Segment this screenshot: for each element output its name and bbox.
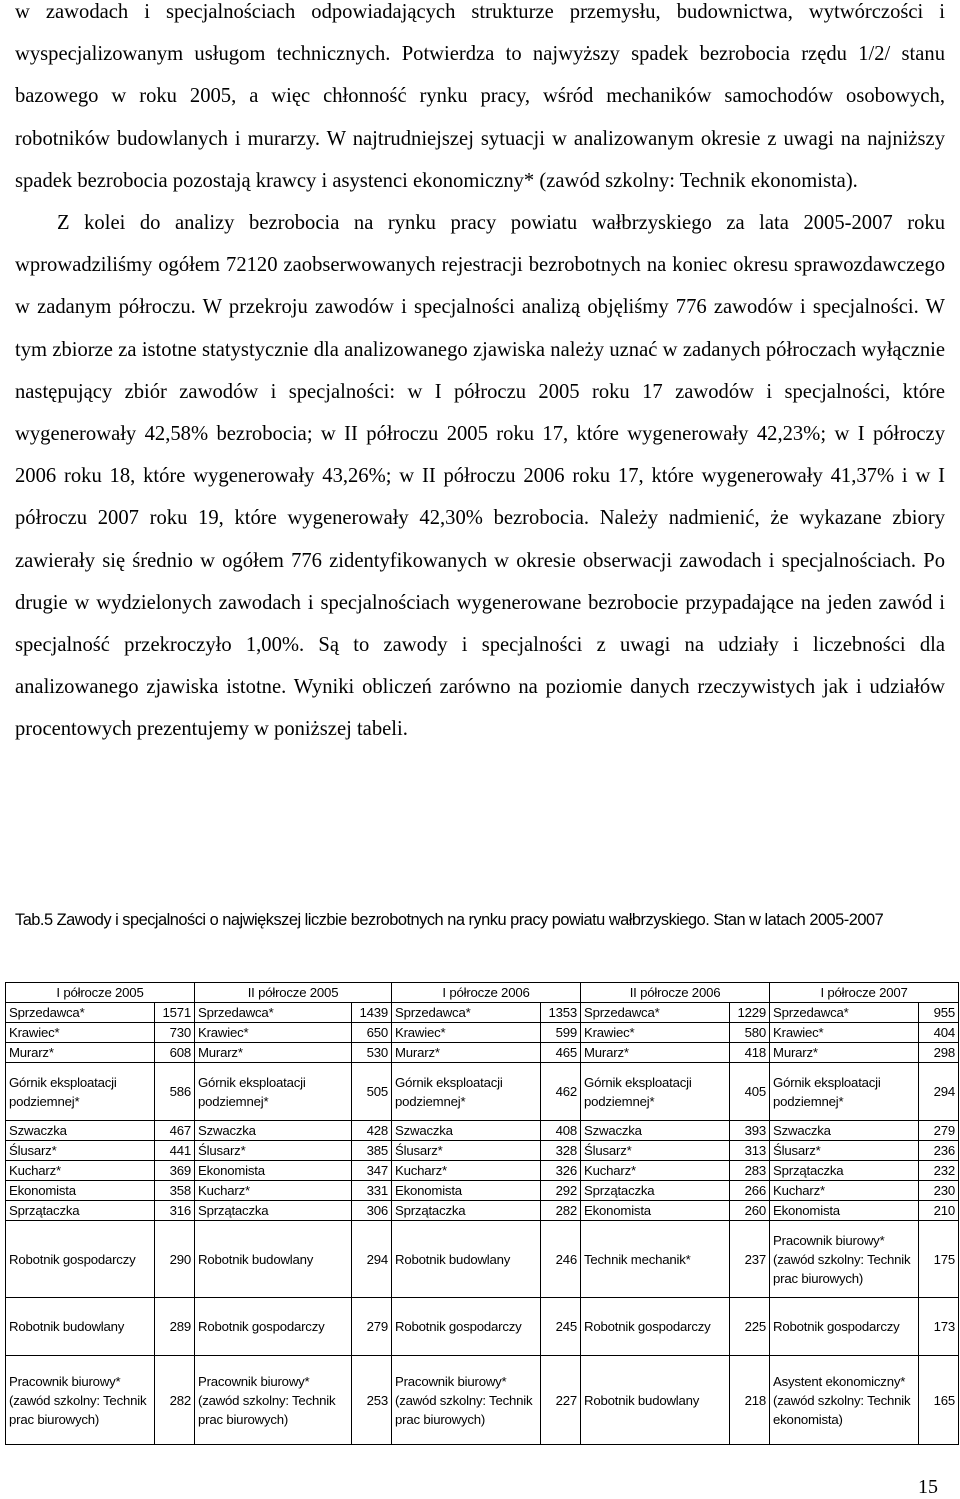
occupation-cell: Robotnik gospodarczy [770,1298,919,1356]
occupation-cell: Ekonomista [392,1181,541,1201]
page-number: 15 [918,1476,938,1498]
header-row [6,983,959,1003]
occupation-cell: Robotnik gospodarczy [581,1298,730,1356]
count-cell: 173 [919,1298,959,1356]
occupation-cell: Ślusarz* [195,1141,352,1161]
table-row [6,1161,959,1181]
count-cell: 165 [919,1356,959,1445]
occupation-cell: Ekonomista [770,1201,919,1221]
table-row [6,1063,959,1121]
occupation-cell: Sprzedawca* [195,1003,352,1023]
count-cell: 313 [730,1141,770,1161]
occupation-cell: Robotnik budowlany [6,1298,155,1356]
occupation-cell: Górnik eksploatacji podziemnej* [770,1063,919,1121]
count-cell: 369 [155,1161,195,1181]
count-cell: 246 [541,1221,581,1298]
occupation-cell: Krawiec* [195,1023,352,1043]
paragraph: Z kolei do analizy bezrobocia na rynku pracy powiatu wałbrzyskiego za lata 2005-2007 roku wprowadziliśmy ogółem 72120 zaobserwowanych rejestracji bezrobotnych na koniec okresu sprawozdawczego w zadanym półroczu. W przekroju zawodów i specjalności analizą objęliśmy 776 zawodów i specjalności. W tym zbiorze za istotne statystycznie dla analizowanego zjawiska należy uznać w zadanych półroczach wyłącznie następujący zbiór zawodów i specjalności: w I półroczu 2005 roku 17 zawodów i specjalności, które wygenerowały 42,58% bezrobocia; w II półroczu 2005 roku 17, które wygenerowały 42,23%; w I półroczy 2006 roku 18, które wygenerowały 43,26%; w II półroczu 2006 roku 17, które wygenerowały 41,37% i w I półroczu 2007 roku 19, które wygenerowały 42,30% bezrobocia. Należy nadmienić, że wykazane zbiory zawierały się średnio w ogółem 776 zidentyfikowanych w okresie obserwacji zawodach i specjalnościach. Po drugie w wydzielonych zawodach i specjalnościach wygenerowane bezrobocie przypadające na jeden zawód i specjalność przekroczyło 1,00%. Są to zawody i specjalności z uwagi na udziały i liczebności dla analizowanego zjawiska istotne. Wyniki obliczeń zarówno na poziomie danych rzeczywistych jak i udziałów procentowych prezentujemy w poniższej tabeli. [15,212,945,741]
table-row [6,1043,959,1063]
table-row [6,1221,959,1298]
table-row [6,1298,959,1356]
occupation-cell: Robotnik budowlany [392,1221,541,1298]
count-cell: 230 [919,1181,959,1201]
count-cell: 245 [541,1298,581,1356]
count-cell: 260 [730,1201,770,1221]
occupation-cell: Robotnik gospodarczy [392,1298,541,1356]
occupation-cell: Sprzątaczka [770,1161,919,1181]
occupation-cell: Sprzątaczka [392,1201,541,1221]
table-row [6,1201,959,1221]
occupation-cell: Górnik eksploatacji podziemnej* [581,1063,730,1121]
count-cell: 599 [541,1023,581,1043]
count-cell: 282 [541,1201,581,1221]
count-cell: 408 [541,1121,581,1141]
occupation-cell: Ekonomista [6,1181,155,1201]
count-cell: 316 [155,1201,195,1221]
table-row [6,1003,959,1023]
occupation-cell: Robotnik budowlany [581,1356,730,1445]
occupation-cell: Kucharz* [581,1161,730,1181]
count-cell: 1439 [352,1003,392,1023]
table-row [6,1121,959,1141]
occupation-cell: Sprzedawca* [770,1003,919,1023]
count-cell: 650 [352,1023,392,1043]
count-cell: 955 [919,1003,959,1023]
table-row [6,1141,959,1161]
occupation-cell: Ślusarz* [392,1141,541,1161]
column-header: II półrocze 2006 [581,983,770,1003]
occupation-cell: Murarz* [6,1043,155,1063]
count-cell: 290 [155,1221,195,1298]
occupation-cell: Sprzedawca* [581,1003,730,1023]
occupation-cell: Sprzątaczka [195,1201,352,1221]
table-caption: Tab.5 Zawody i specjalności o największej liczbie bezrobotnych na rynku pracy powiatu wałbrzyskiego. Stan w latach 2005-2007 [15,911,884,929]
table-row [6,1181,959,1201]
count-cell: 236 [919,1141,959,1161]
count-cell: 393 [730,1121,770,1141]
count-cell: 237 [730,1221,770,1298]
count-cell: 385 [352,1141,392,1161]
count-cell: 294 [352,1221,392,1298]
count-cell: 1571 [155,1003,195,1023]
column-header: I półrocze 2007 [770,983,959,1003]
count-cell: 465 [541,1043,581,1063]
occupation-cell: Murarz* [195,1043,352,1063]
occupation-cell: Ekonomista [195,1161,352,1181]
occupation-cell: Pracownik biurowy* (zawód szkolny: Technik prac biurowych) [392,1356,541,1445]
count-cell: 294 [919,1063,959,1121]
occupation-cell: Robotnik gospodarczy [195,1298,352,1356]
occupation-cell: Kucharz* [392,1161,541,1181]
occupation-cell: Ślusarz* [770,1141,919,1161]
count-cell: 730 [155,1023,195,1043]
occupations-table [5,982,959,1445]
occupation-cell: Krawiec* [392,1023,541,1043]
occupation-cell: Asystent ekonomiczny* (zawód szkolny: Technik ekonomista) [770,1356,919,1445]
occupation-cell: Sprzątaczka [581,1181,730,1201]
count-cell: 580 [730,1023,770,1043]
count-cell: 586 [155,1063,195,1121]
occupation-cell: Technik mechanik* [581,1221,730,1298]
count-cell: 505 [352,1063,392,1121]
count-cell: 462 [541,1063,581,1121]
occupation-cell: Szwaczka [6,1121,155,1141]
occupation-cell: Szwaczka [770,1121,919,1141]
count-cell: 347 [352,1161,392,1181]
occupation-cell: Murarz* [770,1043,919,1063]
occupation-cell: Kucharz* [195,1181,352,1201]
occupation-cell: Górnik eksploatacji podziemnej* [195,1063,352,1121]
count-cell: 530 [352,1043,392,1063]
occupation-cell: Pracownik biurowy* (zawód szkolny: Technik prac biurowych) [6,1356,155,1445]
occupation-cell: Murarz* [581,1043,730,1063]
count-cell: 227 [541,1356,581,1445]
count-cell: 298 [919,1043,959,1063]
occupation-cell: Ślusarz* [6,1141,155,1161]
occupation-cell: Sprzedawca* [392,1003,541,1023]
count-cell: 405 [730,1063,770,1121]
occupation-cell: Pracownik biurowy* (zawód szkolny: Technik prac biurowych) [195,1356,352,1445]
body-text [15,0,945,751]
occupation-cell: Szwaczka [392,1121,541,1141]
occupation-cell: Kucharz* [770,1181,919,1201]
count-cell: 279 [919,1121,959,1141]
column-header: I półrocze 2005 [6,983,195,1003]
count-cell: 266 [730,1181,770,1201]
count-cell: 467 [155,1121,195,1141]
occupation-cell: Robotnik budowlany [195,1221,352,1298]
occupation-cell: Sprzedawca* [6,1003,155,1023]
count-cell: 404 [919,1023,959,1043]
occupation-cell: Szwaczka [581,1121,730,1141]
table-row [6,1023,959,1043]
count-cell: 1353 [541,1003,581,1023]
occupation-cell: Szwaczka [195,1121,352,1141]
count-cell: 210 [919,1201,959,1221]
column-header: I półrocze 2006 [392,983,581,1003]
occupation-cell: Krawiec* [770,1023,919,1043]
count-cell: 292 [541,1181,581,1201]
column-header: II półrocze 2005 [195,983,392,1003]
occupation-cell: Pracownik biurowy* (zawód szkolny: Technik prac biurowych) [770,1221,919,1298]
count-cell: 1229 [730,1003,770,1023]
count-cell: 428 [352,1121,392,1141]
table-row [6,1356,959,1445]
count-cell: 326 [541,1161,581,1181]
count-cell: 331 [352,1181,392,1201]
occupation-cell: Ekonomista [581,1201,730,1221]
count-cell: 418 [730,1043,770,1063]
count-cell: 225 [730,1298,770,1356]
occupation-cell: Robotnik gospodarczy [6,1221,155,1298]
count-cell: 279 [352,1298,392,1356]
occupation-cell: Murarz* [392,1043,541,1063]
occupation-cell: Kucharz* [6,1161,155,1181]
occupation-cell: Ślusarz* [581,1141,730,1161]
count-cell: 282 [155,1356,195,1445]
count-cell: 283 [730,1161,770,1181]
count-cell: 608 [155,1043,195,1063]
count-cell: 253 [352,1356,392,1445]
occupation-cell: Górnik eksploatacji podziemnej* [6,1063,155,1121]
occupation-cell: Krawiec* [6,1023,155,1043]
count-cell: 232 [919,1161,959,1181]
count-cell: 289 [155,1298,195,1356]
count-cell: 358 [155,1181,195,1201]
count-cell: 441 [155,1141,195,1161]
occupation-cell: Górnik eksploatacji podziemnej* [392,1063,541,1121]
occupation-cell: Krawiec* [581,1023,730,1043]
count-cell: 328 [541,1141,581,1161]
count-cell: 306 [352,1201,392,1221]
count-cell: 218 [730,1356,770,1445]
count-cell: 175 [919,1221,959,1298]
occupation-cell: Sprzątaczka [6,1201,155,1221]
paragraph: w zawodach i specjalnościach odpowiadających strukturze przemysłu, budownictwa, wytwórczości i wyspecjalizowanym usługom technicznych. Potwierdza to najwyższy spadek bezrobocia rzędu 1/2/ stanu bazowego w roku 2005, a więc chłonność rynku pracy, wśród mechaników samochodów osobowych, robotników budowlanych i murarzy. W najtrudniejszej sytuacji w analizowanym okresie z uwagi na najniższy spadek bezrobocia pozostają krawcy i asystenci ekonomiczny* (zawód szkolny: Technik ekonomista). [15,1,945,192]
